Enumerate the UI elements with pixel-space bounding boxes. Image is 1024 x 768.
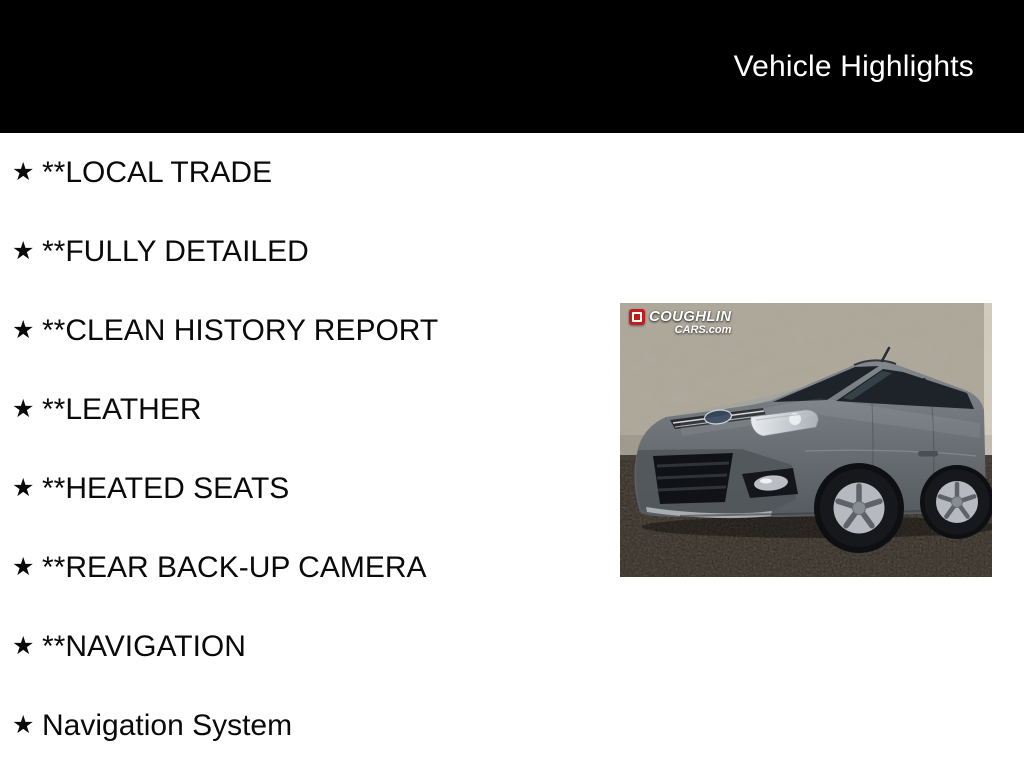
rear-wheel: [920, 465, 992, 539]
door-handle: [918, 451, 938, 457]
vehicle-photo: [620, 303, 992, 577]
list-item: [0, 449, 438, 528]
highlight-label: **LEATHER: [42, 392, 202, 426]
dealer-logo-icon: [629, 309, 645, 325]
star-bullet-icon: ★: [12, 711, 35, 739]
header-bar: [0, 0, 1024, 133]
highlight-label: **REAR BACK-UP CAMERA: [42, 550, 427, 584]
dealer-domain: CARS.com: [674, 323, 732, 336]
suv-photo-illustration: [620, 303, 992, 577]
list-item: [0, 291, 438, 370]
star-bullet-icon: ★: [12, 632, 35, 660]
star-bullet-icon: ★: [12, 553, 35, 581]
dealer-watermark: [629, 309, 731, 336]
page-title: Vehicle Highlights: [733, 49, 974, 83]
star-bullet-icon: ★: [12, 158, 35, 186]
front-wheel: [814, 463, 904, 553]
list-item: [0, 686, 438, 765]
list-item: [0, 607, 438, 686]
star-bullet-icon: ★: [12, 237, 35, 265]
highlight-label: **NAVIGATION: [42, 629, 246, 663]
star-bullet-icon: ★: [12, 316, 35, 344]
star-bullet-icon: ★: [12, 395, 35, 423]
highlight-label: **CLEAN HISTORY REPORT: [42, 313, 439, 347]
list-item: [0, 528, 438, 607]
list-item: [0, 212, 438, 291]
highlight-label: **LOCAL TRADE: [42, 155, 273, 189]
highlight-label: **FULLY DETAILED: [42, 234, 309, 268]
highlight-label: **HEATED SEATS: [42, 471, 290, 505]
list-item: [0, 133, 438, 212]
list-item: [0, 370, 438, 449]
highlight-label: Navigation System: [42, 708, 293, 742]
star-bullet-icon: ★: [12, 474, 35, 502]
highlights-list: [0, 133, 438, 765]
dealer-brand: COUGHLIN: [649, 308, 732, 325]
